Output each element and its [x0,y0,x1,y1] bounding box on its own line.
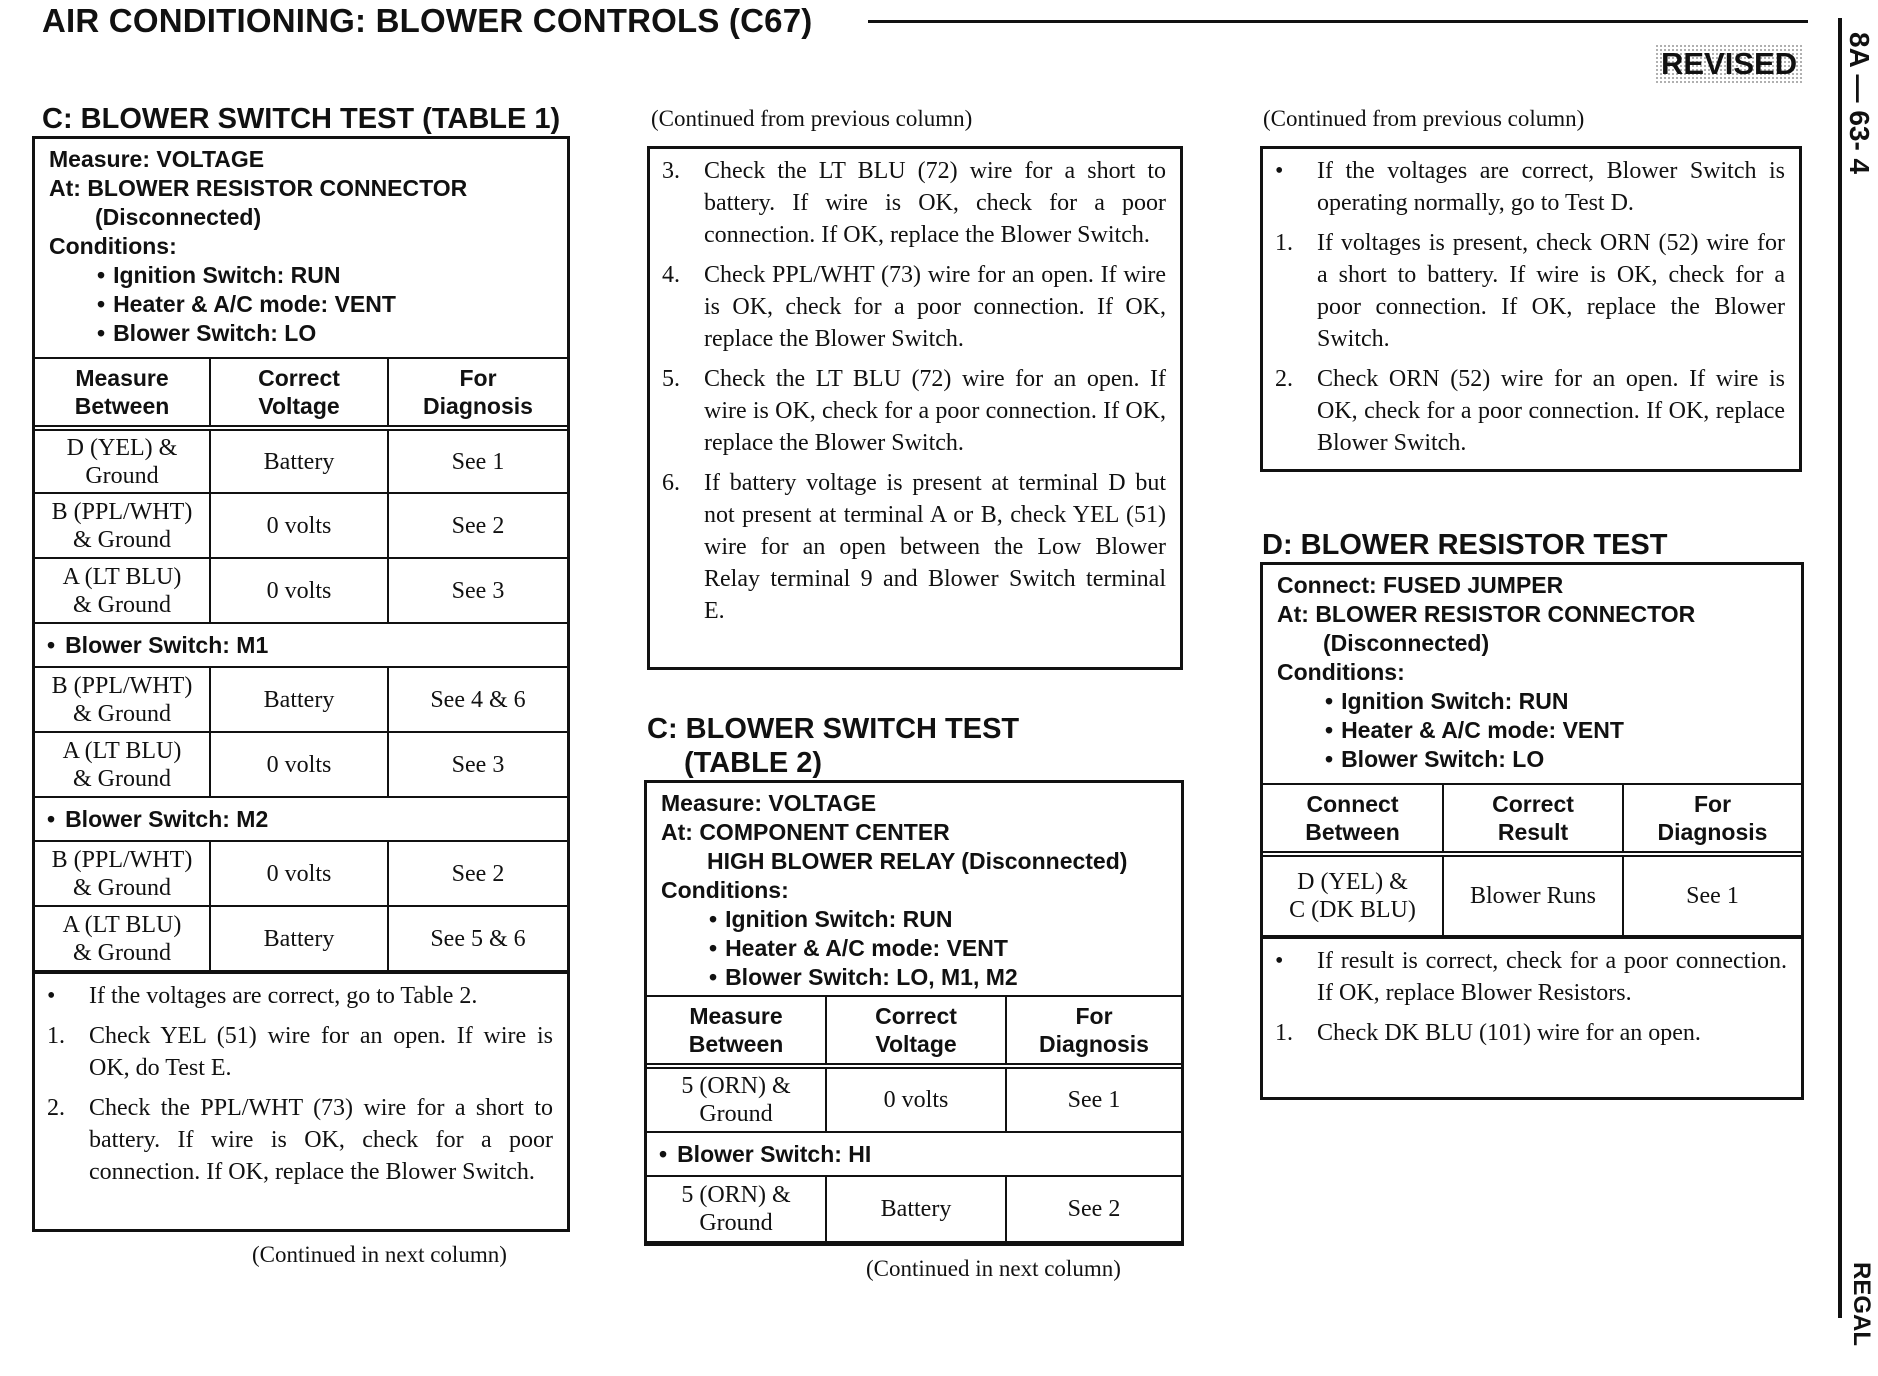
note-item: 2. Check ORN (52) wire for an open. If wire is OK, check for a poor connection. If OK, replace Blower Switch. [1275,366,1785,456]
cell-diagnosis: See 2 [1006,1176,1181,1242]
spec-condition: • Heater & A/C mode: VENT [661,934,1167,963]
spec-condition: • Blower Switch: LO [49,319,553,348]
note-item: • If result is correct, check for a poor connection. If OK, replace Blower Resistors. [1275,948,1787,1006]
condition-row [35,797,567,841]
spec-at-detail: (Disconnected) [1323,630,1490,656]
testD-notes [1263,937,1801,1057]
testD-spec [1263,565,1801,783]
spec-at-detail: (Disconnected) [95,204,262,230]
table2-grid [647,995,1181,1243]
table-row [35,732,567,797]
col-header-voltage: Correct Voltage [826,996,1006,1066]
spec-condition: • Heater & A/C mode: VENT [49,290,553,319]
table-row [35,558,567,623]
spec-condition: • Ignition Switch: RUN [49,261,553,290]
cell-diagnosis: See 3 [388,732,567,797]
table-row [35,428,567,493]
table-row [1263,854,1801,936]
col3-notes-box [1260,146,1802,472]
note-item: 6. If battery voltage is present at terminal D but not present at terminal A or B, check YEL (51) wire for an open between the Low Blower Relay terminal 9 and Blower Switch terminal E. [662,470,1166,624]
note-item: 3. Check the LT BLU (72) wire for a short to battery. If wire is OK, check for a poor connection. If OK, replace the Blower Switch. [662,158,1166,248]
table-row [35,667,567,732]
col-header-voltage: Correct Voltage [210,358,388,428]
cell-measure: A (LT BLU) & Ground [35,558,210,623]
condition-row [35,623,567,667]
model-name: REGAL [1848,1262,1875,1346]
page-title: AIR CONDITIONING: BLOWER CONTROLS (C67) [42,2,813,39]
cell-diagnosis: See 3 [388,558,567,623]
cell-measure: 5 (ORN) & Ground [647,1176,826,1242]
cell-diagnosis: See 1 [1006,1066,1181,1132]
margin-rule [1838,18,1842,1318]
col2-notes [650,149,1180,635]
cell-measure: A (LT BLU) & Ground [35,732,210,797]
table2-heading-sub: (TABLE 2) [684,747,823,779]
note-item: • If the voltages are correct, go to Table 2. [47,983,478,1009]
testD-grid [1263,783,1801,937]
col-header-result: Correct Result [1443,784,1623,854]
table1-notes [35,972,567,1196]
title-rule [868,20,1808,23]
col-header-connect: Connect Between [1263,784,1443,854]
cell-diagnosis: See 4 & 6 [388,667,567,732]
testD-heading: D: BLOWER RESISTOR TEST [1262,529,1668,561]
cell-diagnosis: See 1 [1623,854,1801,936]
table-row [647,1066,1181,1132]
cell-voltage: Battery [210,428,388,493]
table-header-row [647,996,1181,1066]
cell-voltage: 0 volts [826,1066,1006,1132]
page-number: 8A — 63- 4 [1844,32,1875,175]
spec-condition: • Heater & A/C mode: VENT [1277,716,1787,745]
table2-heading: C: BLOWER SWITCH TEST [647,713,1020,745]
note-item: 4. Check PPL/WHT (73) wire for an open. If wire is OK, check for a poor connection. If OK, replace the Blower Switch. [662,262,1166,352]
revised-stamp: REVISED [1655,44,1803,84]
col-header-diagnosis: For Diagnosis [1623,784,1801,854]
col-header-measure: Measure Between [647,996,826,1066]
continued-from-note: (Continued from previous column) [651,106,973,131]
spec-at: At: BLOWER RESISTOR CONNECTOR [49,175,468,201]
table2-box [644,780,1184,1246]
spec-at: At: BLOWER RESISTOR CONNECTOR [1277,601,1696,627]
col-header-measure: Measure Between [35,358,210,428]
table2-spec [647,783,1181,995]
table-header-row [1263,784,1801,854]
cell-voltage: 0 volts [210,558,388,623]
cell-voltage: Battery [210,667,388,732]
cell-voltage: Battery [210,906,388,971]
spec-conditions: Conditions: [1277,659,1405,685]
spec-measure: Measure: VOLTAGE [661,790,877,816]
cell-diagnosis: See 2 [388,493,567,558]
table1-spec [35,139,567,357]
testD-box [1260,562,1804,1100]
cell-measure: A (LT BLU) & Ground [35,906,210,971]
table-row [35,841,567,906]
cell-voltage: Battery [826,1176,1006,1242]
table1-heading: C: BLOWER SWITCH TEST (TABLE 1) [42,103,561,135]
cell-measure: 5 (ORN) & Ground [647,1066,826,1132]
cell-diagnosis: See 5 & 6 [388,906,567,971]
cell-voltage: 0 volts [210,841,388,906]
spec-condition: • Blower Switch: LO [1277,745,1787,774]
cell-connect: D (YEL) & C (DK BLU) [1263,854,1443,936]
cell-result: Blower Runs [1443,854,1623,936]
cell-measure: B (PPL/WHT) & Ground [35,493,210,558]
spec-at: At: COMPONENT CENTER [661,819,950,845]
cell-measure: B (PPL/WHT) & Ground [35,841,210,906]
note-item: • If the voltages are correct, Blower Switch is operating normally, go to Test D. [1275,158,1785,216]
note-item: 1. Check DK BLU (101) wire for an open. [1275,1020,1701,1046]
spec-connect: Connect: FUSED JUMPER [1277,572,1564,598]
note-item: 2. Check the PPL/WHT (73) wire for a short to battery. If wire is OK, check for a poor connection. If OK, replace the Blower Switch. [47,1095,553,1185]
table-row [35,906,567,971]
table1-grid [35,357,567,972]
condition-cell: • Blower Switch: HI [647,1132,1181,1176]
cell-measure: B (PPL/WHT) & Ground [35,667,210,732]
table-row [35,493,567,558]
cell-diagnosis: See 1 [388,428,567,493]
cell-measure: D (YEL) & Ground [35,428,210,493]
condition-row [647,1132,1181,1176]
cell-voltage: 0 volts [210,493,388,558]
note-item: 5. Check the LT BLU (72) wire for an open. If wire is OK, check for a poor connection. If OK, replace the Blower Switch. [662,366,1166,456]
spec-condition: • Blower Switch: LO, M1, M2 [661,963,1167,992]
condition-cell: • Blower Switch: M1 [35,623,567,667]
col-header-diagnosis: For Diagnosis [1006,996,1181,1066]
col-header-diagnosis: For Diagnosis [388,358,567,428]
spec-conditions: Conditions: [49,233,177,259]
note-item: 1. If voltages is present, check ORN (52) wire for a short to battery. If wire is OK, check for a poor connection. If OK, replace the Blower Switch. [1275,230,1785,352]
spec-at-detail: HIGH BLOWER RELAY (Disconnected) [707,848,1128,874]
col3-notes [1263,149,1799,467]
continued-note: (Continued in next column) [252,1242,507,1267]
cell-diagnosis: See 2 [388,841,567,906]
col2-notes-box [647,146,1183,670]
spec-conditions: Conditions: [661,877,789,903]
continued-from-note: (Continued from previous column) [1263,106,1585,131]
spec-condition: • Ignition Switch: RUN [661,905,1167,934]
note-item: 1. Check YEL (51) wire for an open. If wire is OK, do Test E. [47,1023,553,1081]
table-row [647,1176,1181,1242]
table-header-row [35,358,567,428]
cell-voltage: 0 volts [210,732,388,797]
spec-condition: • Ignition Switch: RUN [1277,687,1787,716]
table1-box [32,136,570,1232]
spec-measure: Measure: VOLTAGE [49,146,265,172]
continued-note: (Continued in next column) [866,1256,1121,1281]
condition-cell: • Blower Switch: M2 [35,797,567,841]
